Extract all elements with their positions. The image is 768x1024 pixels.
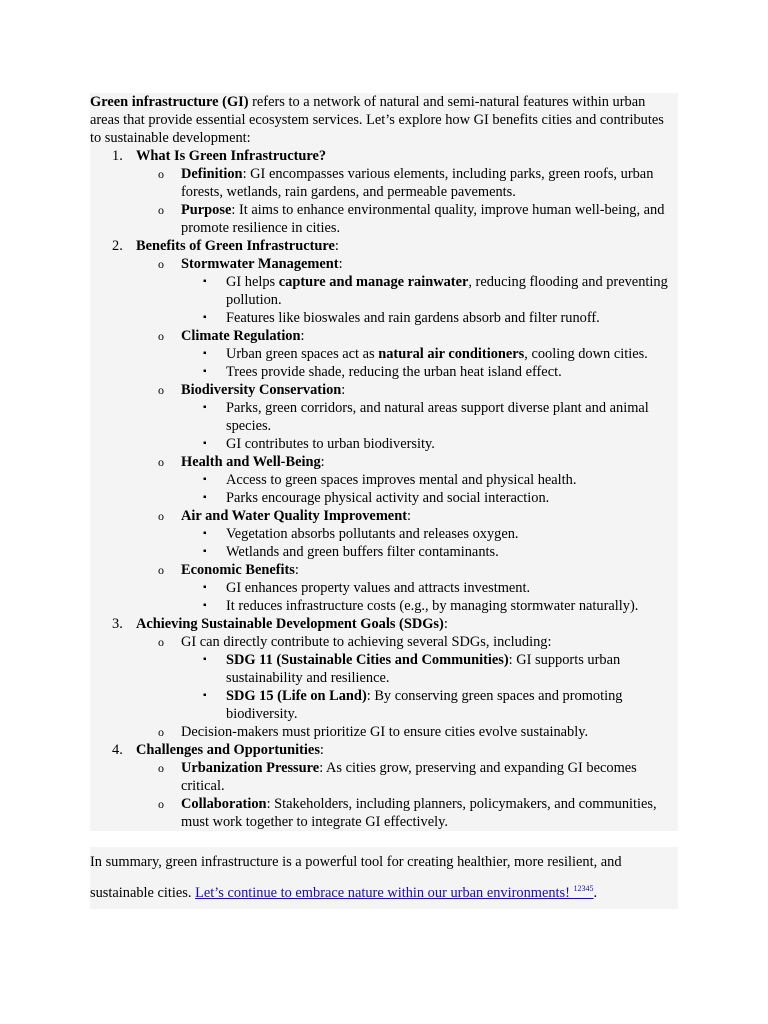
bullet-text: Urban green spaces act as bbox=[226, 346, 379, 362]
list-item-term: Collaboration bbox=[181, 796, 267, 812]
list-item-text: Decision-makers must prioritize GI to ensure cities evolve sustainably. bbox=[181, 724, 589, 740]
circle-bullet-icon: o bbox=[158, 329, 164, 343]
bullet-text: : By conserving green spaces and promoting biodiversity. bbox=[226, 688, 623, 722]
square-bullet-icon: ▪ bbox=[203, 546, 207, 557]
square-bullet-icon: ▪ bbox=[203, 492, 207, 503]
circle-bullet-icon: o bbox=[158, 167, 164, 181]
bullet-text: Parks, green corridors, and natural areas support diverse plant and animal species. bbox=[226, 400, 649, 434]
list-item-term: Health and Well-Being bbox=[181, 454, 321, 470]
circle-bullet-icon: o bbox=[158, 257, 164, 271]
square-bullet-icon: ▪ bbox=[203, 582, 207, 593]
list-item-term: Definition bbox=[181, 166, 243, 182]
section-4 bbox=[90, 741, 678, 831]
colon: : bbox=[319, 742, 324, 758]
list-item-text: : GI encompasses various elements, including parks, green roofs, urban forests, wetlands, rain gardens, and permeable pavements. bbox=[181, 166, 654, 200]
colon: : bbox=[407, 508, 411, 524]
bullet-text: GI enhances property values and attracts investment. bbox=[226, 580, 531, 596]
bullet-text: Access to green spaces improves mental and physical health. bbox=[226, 472, 577, 488]
bullet-bold: capture and manage rainwater bbox=[278, 274, 469, 290]
list-item-term: Air and Water Quality Improvement bbox=[181, 508, 407, 524]
square-bullet-icon: ▪ bbox=[203, 690, 207, 701]
list-number: 2. bbox=[112, 238, 123, 254]
bullet-text: Parks encourage physical activity and social interaction. bbox=[226, 490, 550, 506]
list-number: 4. bbox=[112, 742, 123, 758]
circle-bullet-icon: o bbox=[158, 383, 164, 397]
summary-paragraph bbox=[90, 847, 678, 909]
circle-bullet-icon: o bbox=[158, 761, 164, 775]
circle-bullet-icon: o bbox=[158, 203, 164, 217]
colon: : bbox=[443, 616, 448, 632]
section-1 bbox=[90, 147, 678, 237]
reference-superscript[interactable]: 12345 bbox=[573, 884, 594, 893]
summary-link-text[interactable]: Let’s continue to embrace nature within our urban environments! bbox=[195, 885, 574, 901]
section-title: Challenges and Opportunities bbox=[136, 742, 320, 758]
bullet-bold: natural air conditioners bbox=[378, 346, 525, 362]
square-bullet-icon: ▪ bbox=[203, 438, 207, 449]
bullet-bold: SDG 11 (Sustainable Cities and Communities) bbox=[226, 652, 509, 668]
bullet-text: , reducing flooding and preventing pollution. bbox=[226, 274, 668, 308]
circle-bullet-icon: o bbox=[158, 563, 164, 577]
square-bullet-icon: ▪ bbox=[203, 402, 207, 413]
circle-bullet-icon: o bbox=[158, 797, 164, 811]
colon: : bbox=[334, 238, 339, 254]
intro-term: Green infrastructure (GI) bbox=[90, 94, 249, 110]
bullet-text: Wetlands and green buffers filter contaminants. bbox=[226, 544, 499, 560]
circle-bullet-icon: o bbox=[158, 509, 164, 523]
bullet-text: GI helps bbox=[226, 274, 279, 290]
bullet-text: , cooling down cities. bbox=[524, 346, 648, 362]
square-bullet-icon: ▪ bbox=[203, 276, 207, 287]
section-title: What Is Green Infrastructure? bbox=[136, 148, 327, 164]
intro-paragraph bbox=[90, 93, 678, 147]
square-bullet-icon: ▪ bbox=[203, 366, 207, 377]
colon: : bbox=[294, 562, 299, 578]
bullet-text: It reduces infrastructure costs (e.g., by managing stormwater naturally). bbox=[226, 598, 639, 614]
square-bullet-icon: ▪ bbox=[203, 348, 207, 359]
list-item-term: Economic Benefits bbox=[181, 562, 295, 578]
square-bullet-icon: ▪ bbox=[203, 474, 207, 485]
list-item-term: Climate Regulation bbox=[181, 328, 301, 344]
summary-end: . bbox=[593, 885, 598, 901]
section-2 bbox=[90, 237, 678, 615]
list-item-text: : Stakeholders, including planners, policymakers, and communities, must work together to integrate GI effectively. bbox=[181, 796, 657, 830]
section-title: Achieving Sustainable Development Goals (SDGs) bbox=[136, 616, 444, 632]
list-number: 1. bbox=[112, 148, 123, 164]
section-title: Benefits of Green Infrastructure bbox=[136, 238, 335, 254]
bullet-text: : GI supports urban sustainability and resilience. bbox=[226, 652, 621, 686]
bullet-text: GI contributes to urban biodiversity. bbox=[226, 436, 435, 452]
square-bullet-icon: ▪ bbox=[203, 528, 207, 539]
list-item-term: Purpose bbox=[181, 202, 232, 218]
square-bullet-icon: ▪ bbox=[203, 600, 207, 611]
bullet-bold: SDG 15 (Life on Land) bbox=[226, 688, 367, 704]
list-item-text: GI can directly contribute to achieving several SDGs, including: bbox=[181, 634, 552, 650]
circle-bullet-icon: o bbox=[158, 725, 164, 739]
bullet-text: Vegetation absorbs pollutants and releases oxygen. bbox=[226, 526, 519, 542]
bullet-text: Features like bioswales and rain gardens absorb and filter runoff. bbox=[226, 310, 600, 326]
bullet-text: Trees provide shade, reducing the urban heat island effect. bbox=[226, 364, 562, 380]
colon: : bbox=[300, 328, 305, 344]
list-item-text: : It aims to enhance environmental quality, improve human well-being, and promote resilience in cities. bbox=[181, 202, 665, 236]
list-item-term: Urbanization Pressure bbox=[181, 760, 320, 776]
list-item-term: Biodiversity Conservation bbox=[181, 382, 342, 398]
square-bullet-icon: ▪ bbox=[203, 312, 207, 323]
summary-link[interactable] bbox=[195, 885, 593, 901]
summary-text: In summary, green infrastructure is a powerful tool for creating healthier, more resilient, and sustainable cities. bbox=[90, 854, 622, 901]
list-number: 3. bbox=[112, 616, 123, 632]
circle-bullet-icon: o bbox=[158, 635, 164, 649]
circle-bullet-icon: o bbox=[158, 455, 164, 469]
list-item-text: : As cities grow, preserving and expanding GI becomes critical. bbox=[181, 760, 637, 794]
intro-text: refers to a network of natural and semi-natural features within urban areas that provide essential ecosystem services. Let’s explore how GI benefits cities and contributes to sustainable development: bbox=[90, 94, 664, 146]
section-3 bbox=[90, 615, 678, 741]
colon: : bbox=[341, 382, 346, 398]
document-body bbox=[90, 93, 678, 909]
colon: : bbox=[338, 256, 343, 272]
square-bullet-icon: ▪ bbox=[203, 654, 207, 665]
list-item-term: Stormwater Management bbox=[181, 256, 339, 272]
colon: : bbox=[320, 454, 325, 470]
